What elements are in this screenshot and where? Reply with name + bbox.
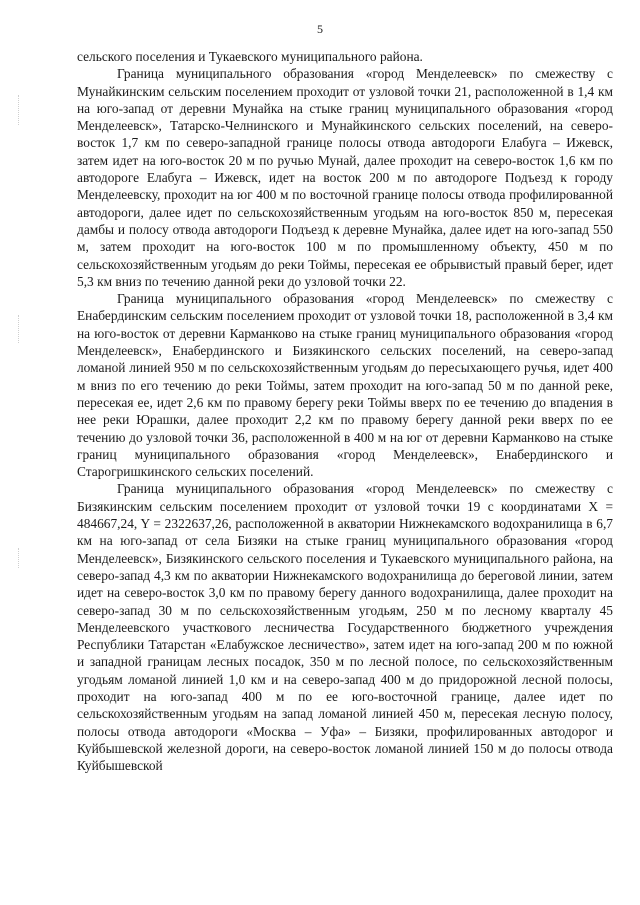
- paragraph-enabereino-border: Граница муниципального образования «город Менделеевск» по смежеству с Енабердинским сельским поселением проходит от узловой точки 18, расположенной в 3,4 км на юго-восток от деревни Карманково на стыке границ муниципального образования «город Менделеевск», Енабердинского и Бизякинского сельских поселений, на северо-запад ломаной линией 950 м по сельскохозяйственным угодьям до пересыхающего ручья, идет 400 м вниз по его течению до реки Тоймы, затем проходит на юго-запад 50 м по данной реке, пересекая ее, идет 2,6 км по правому берегу реки Тоймы вверх по ее течению до впадения в нее реки Юрашки, далее проходит 2,2 км по правому берегу данной реки вверх по ее течению до узловой точки 36, расположенной в 400 м на юг от деревни Карманково на стыке границ муниципального образования «город Менделеевск», Енабердинского и Старогришкинского сельских поселений.: [77, 291, 613, 480]
- scan-artifact-middle: [18, 315, 22, 343]
- scan-artifact-top: [18, 95, 22, 125]
- paragraph-munaika-border: Граница муниципального образования «город Менделеевск» по смежеству с Мунайкинским сельским поселением проходит от узловой точки 21, расположенной в 1,4 км на юго-запад от деревни Мунайка на стыке границ муниципального образования «город Менделеевск», Татарско-Челнинского и Мунайкинского сельских поселений, на северо-восток 1,7 км по северо-западной границе полосы отвода автодороги Елабуга – Ижевск, затем идет на юго-восток 20 м по ручью Мунай, далее проходит на северо-восток 1,6 км по автодороге Елабуга – Ижевск, идет на восток 200 м по автодороге Подъезд к городу Менделеевску, проходит на юг 400 м по восточной границе полосы отвода профилированной автодороги, далее идет по сельскохозяйственным угодьям на юго-восток 850 м, пересекая дамбы и полосу отвода автодороги Подъезд к деревне Мунайка, далее идет на юго-запад 550 м, затем проходит на юго-восток 100 м по промышленному объекту, 450 м по сельскохозяйственным угодьям до реки Тоймы, пересекая ее обрывистый правый берег, идет 5,3 км вниз по течению данной реки до узловой точки 22.: [77, 66, 613, 289]
- scan-artifact-bottom: [18, 548, 22, 568]
- paragraph-bizyaki-border: Граница муниципального образования «город Менделеевск» по смежеству с Бизякинским сельским поселением проходит от узловой точки 19 с координатами X = 484667,24, Y = 2322637,26, расположенной в акватории Нижнекамского водохранилища в 6,7 км на юго-запад от села Бизяки на стыке границ муниципального образования «город Менделеевск», Бизякинского сельского поселения и Тукаевского муниципального района, на северо-запад 4,3 км по акватории Нижнекамского водохранилища до береговой линии, затем идет на северо-восток 3,0 км по правому берегу данного водохранилища, далее проходит на северо-запад 30 м по сельскохозяйственным угодьям, 250 м по лесному кварталу 45 Менделеевского участкового лесничества Государственного бюджетного учреждения Республики Татарстан «Елабужское лесничество», затем идет на юго-запад 200 м по южной и западной границам лесных посадок, 350 м по лесной полосе, по сельскохозяйственным угодьям ломаной линией 1,0 км и на северо-запад 400 м до придорожной лесной полосы, проходит на юго-запад 400 м по ее юго-восточной границе, далее идет по сельскохозяйственным угодьям на запад ломаной линией 450 м, пересекая лесную полосу, полосы отвода автодороги «Москва – Уфа» – Бизяки, профилированных автодорог и Куйбышевской железной дороги, на северо-восток ломаной линией 150 м до полосы отвода Куйбышевской: [77, 481, 613, 774]
- document-body: [77, 48, 613, 774]
- paragraph-continuation: сельского поселения и Тукаевского муниципального района.: [77, 49, 423, 64]
- page-number: 5: [317, 22, 323, 36]
